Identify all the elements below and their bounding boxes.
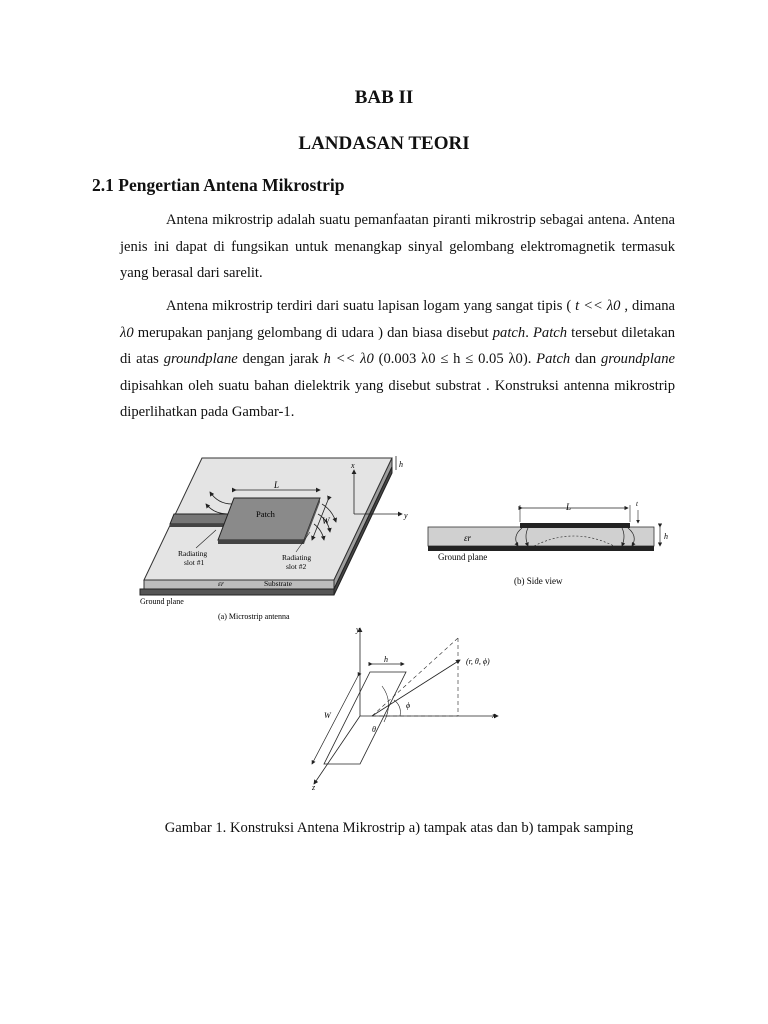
math-lambda: λ0 (120, 324, 134, 341)
c-label-x: x (492, 711, 496, 720)
label-slot1-a: Radiating (178, 549, 208, 558)
label-slot2-b: slot #2 (286, 562, 307, 571)
substrate-front (144, 580, 334, 589)
c-label-point: (r, θ, ϕ) (466, 657, 490, 666)
c-label-W: W (324, 711, 331, 720)
side-ground-plane (428, 546, 654, 551)
term-patch-2: Patch (532, 324, 568, 341)
side-label-h: h (664, 532, 668, 541)
label-h: h (399, 460, 403, 469)
figure-caption: Gambar 1. Konstruksi Antena Mikrostrip a) tampak atas dan b) tampak samping (164, 820, 634, 836)
label-slot2-a: Radiating (282, 553, 312, 562)
chapter-title: LANDASAN TEORI (298, 133, 470, 154)
paragraph-2: Antena mikrostrip terdiri dari suatu lapisan logam yang sangat tipis ( t << λ0 , dimana λ0 merupakan panjang gelombang di udara ) dan biasa disebut patch. Patch tersebut diletakan di atas groundplane dengan jarak h << λ0 (0.003 λ0 ≤ h ≤ 0.05 λ0). Patch dan groundplane dipisahkan oleh suatu bahan dielektrik yang disebut substrat . Konstruksi antenna mikrostrip diperlihatkan pada Gambar-1. (120, 298, 675, 421)
figure-b-side-view (424, 496, 674, 592)
side-label-L: L (566, 502, 572, 512)
side-patch (520, 523, 630, 528)
label-W: W (322, 516, 330, 526)
label-ground-plane-a: Ground plane (140, 597, 184, 606)
side-substrate (428, 527, 654, 546)
section-heading: 2.1 Pengertian Antena Mikrostrip (92, 175, 345, 195)
label-patch: Patch (256, 509, 275, 519)
term-patch: patch (492, 324, 526, 341)
c-label-y: y (356, 625, 360, 634)
c-label-z: z (312, 783, 316, 792)
label-x-axis: x (351, 461, 355, 470)
label-eps-a: εr (218, 579, 224, 588)
figure-c-coordinate-system (300, 624, 510, 796)
figure-a-microstrip-antenna (134, 452, 410, 624)
label-y-axis: y (404, 511, 408, 520)
math-h-lambda: h << λ0 (323, 351, 374, 368)
ground-plane-face (140, 589, 334, 595)
label-L: L (274, 480, 280, 490)
term-patch-3: Patch (536, 351, 571, 368)
caption-b: (b) Side view (514, 576, 563, 586)
chapter-label: BAB II (354, 87, 414, 108)
side-label-ground-plane: Ground plane (438, 552, 488, 562)
side-label-t: t (636, 500, 638, 508)
paragraph-1: Antena mikrostrip adalah suatu pemanfaatan piranti mikrostrip sebagai antena. Antena jenis ini dapat di fungsikan untuk menangkap sinyal gelombang elektromagnetik termasuk yang berasal dari sarelit. (120, 212, 675, 282)
label-slot1-b: slot #1 (184, 558, 205, 567)
c-label-theta: θ (372, 725, 376, 734)
term-groundplane-2: groundplane (600, 351, 675, 368)
term-groundplane: groundplane (163, 351, 238, 368)
patch-shape (218, 498, 320, 540)
math-t-lambda: t << λ0 (575, 298, 621, 314)
side-label-eps: εr (464, 533, 472, 543)
c-label-h: h (384, 655, 388, 664)
label-substrate: Substrate (264, 579, 292, 588)
caption-a: (a) Microstrip antenna (218, 612, 290, 621)
c-label-phi: ϕ (406, 701, 411, 710)
